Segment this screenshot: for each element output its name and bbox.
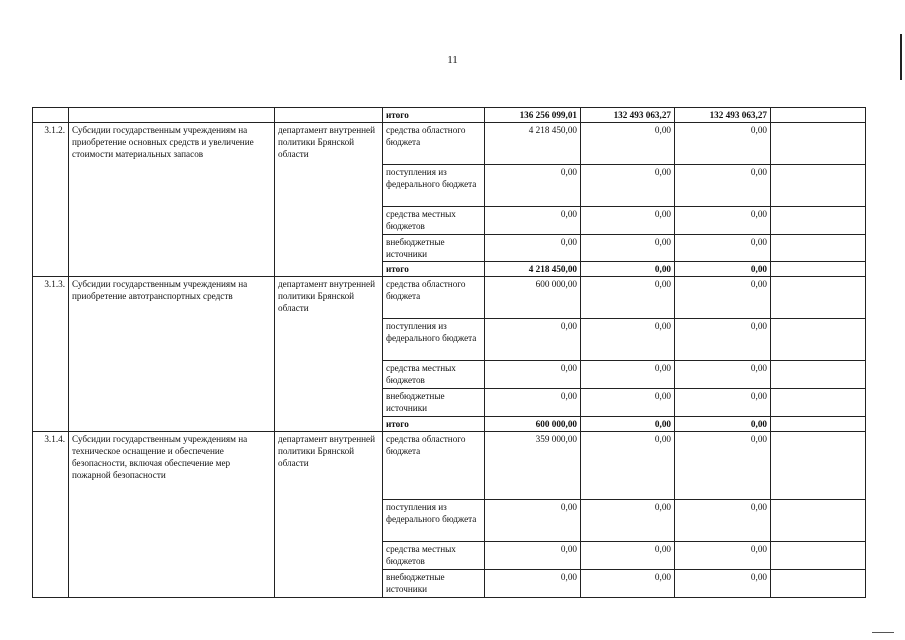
source-cell: средства местных бюджетов [383,542,485,570]
value-cell: 0,00 [581,542,675,570]
value-cell: 0,00 [581,389,675,417]
code-cell: 3.1.3. [33,277,69,432]
value-cell: 0,00 [581,432,675,500]
value-cell: 0,00 [675,570,771,598]
value-cell: 0,00 [581,165,675,207]
value-cell: 4 218 450,00 [485,262,581,277]
value-cell: 0,00 [485,500,581,542]
table-row [33,432,866,500]
empty-cell [771,262,866,277]
source-cell: внебюджетные источники [383,570,485,598]
empty-cell [771,108,866,123]
value-cell: 0,00 [485,389,581,417]
value-cell: 0,00 [675,389,771,417]
code-cell: 3.1.2. [33,123,69,277]
source-cell: итого [383,417,485,432]
source-cell: поступления из федерального бюджета [383,500,485,542]
value-cell: 0,00 [485,570,581,598]
empty-cell [771,207,866,235]
value-cell: 0,00 [675,361,771,389]
empty-cell [771,165,866,207]
source-cell: средства областного бюджета [383,277,485,319]
scan-foot-mark [872,632,894,633]
executor-cell: департамент внутренней политики Брянской области [275,432,383,598]
empty-cell [771,417,866,432]
empty-cell [771,277,866,319]
value-cell: 0,00 [485,542,581,570]
budget-table-body [33,108,866,598]
value-cell: 0,00 [485,207,581,235]
value-cell: 0,00 [485,165,581,207]
table-row [33,123,866,165]
empty-cell [771,432,866,500]
executor-cell [275,108,383,123]
empty-cell [771,319,866,361]
value-cell: 0,00 [581,123,675,165]
value-cell: 0,00 [675,207,771,235]
empty-cell [771,361,866,389]
budget-table [32,107,866,598]
name-cell: Субсидии государственным учреждениям на приобретение автотранспортных средств [69,277,275,432]
executor-cell: департамент внутренней политики Брянской области [275,277,383,432]
value-cell: 600 000,00 [485,417,581,432]
value-cell: 0,00 [675,277,771,319]
table-row [33,277,866,319]
value-cell: 0,00 [485,235,581,262]
name-cell [69,108,275,123]
source-cell: итого [383,108,485,123]
empty-cell [771,570,866,598]
empty-cell [771,389,866,417]
value-cell: 0,00 [581,277,675,319]
source-cell: средства областного бюджета [383,432,485,500]
scan-edge-mark [900,34,902,80]
value-cell: 0,00 [675,262,771,277]
value-cell: 0,00 [581,570,675,598]
source-cell: средства местных бюджетов [383,361,485,389]
value-cell: 0,00 [581,262,675,277]
value-cell: 136 256 099,01 [485,108,581,123]
value-cell: 0,00 [675,542,771,570]
value-cell: 0,00 [675,432,771,500]
value-cell: 0,00 [675,500,771,542]
value-cell: 0,00 [675,319,771,361]
source-cell: средства областного бюджета [383,123,485,165]
code-cell [33,108,69,123]
empty-cell [771,542,866,570]
value-cell: 0,00 [675,165,771,207]
value-cell: 4 218 450,00 [485,123,581,165]
value-cell: 0,00 [581,417,675,432]
value-cell: 0,00 [675,235,771,262]
name-cell: Субсидии государственным учреждениям на техническое оснащение и обеспечение безопасности, включая обеспечение мер пожарной безопасности [69,432,275,598]
value-cell: 132 493 063,27 [581,108,675,123]
source-cell: средства местных бюджетов [383,207,485,235]
value-cell: 0,00 [485,319,581,361]
value-cell: 600 000,00 [485,277,581,319]
empty-cell [771,500,866,542]
empty-cell [771,235,866,262]
value-cell: 0,00 [581,361,675,389]
empty-cell [771,123,866,165]
value-cell: 359 000,00 [485,432,581,500]
source-cell: итого [383,262,485,277]
code-cell: 3.1.4. [33,432,69,598]
page-number: 11 [447,54,458,66]
source-cell: поступления из федерального бюджета [383,319,485,361]
source-cell: поступления из федерального бюджета [383,165,485,207]
value-cell: 0,00 [581,500,675,542]
value-cell: 0,00 [581,235,675,262]
executor-cell: департамент внутренней политики Брянской области [275,123,383,277]
name-cell: Субсидии государственным учреждениям на приобретение основных средств и увеличение стоимости материальных запасов [69,123,275,277]
value-cell: 132 493 063,27 [675,108,771,123]
value-cell: 0,00 [485,361,581,389]
source-cell: внебюджетные источники [383,235,485,262]
table-row-top-total [33,108,866,123]
value-cell: 0,00 [581,319,675,361]
value-cell: 0,00 [581,207,675,235]
value-cell: 0,00 [675,417,771,432]
value-cell: 0,00 [675,123,771,165]
source-cell: внебюджетные источники [383,389,485,417]
